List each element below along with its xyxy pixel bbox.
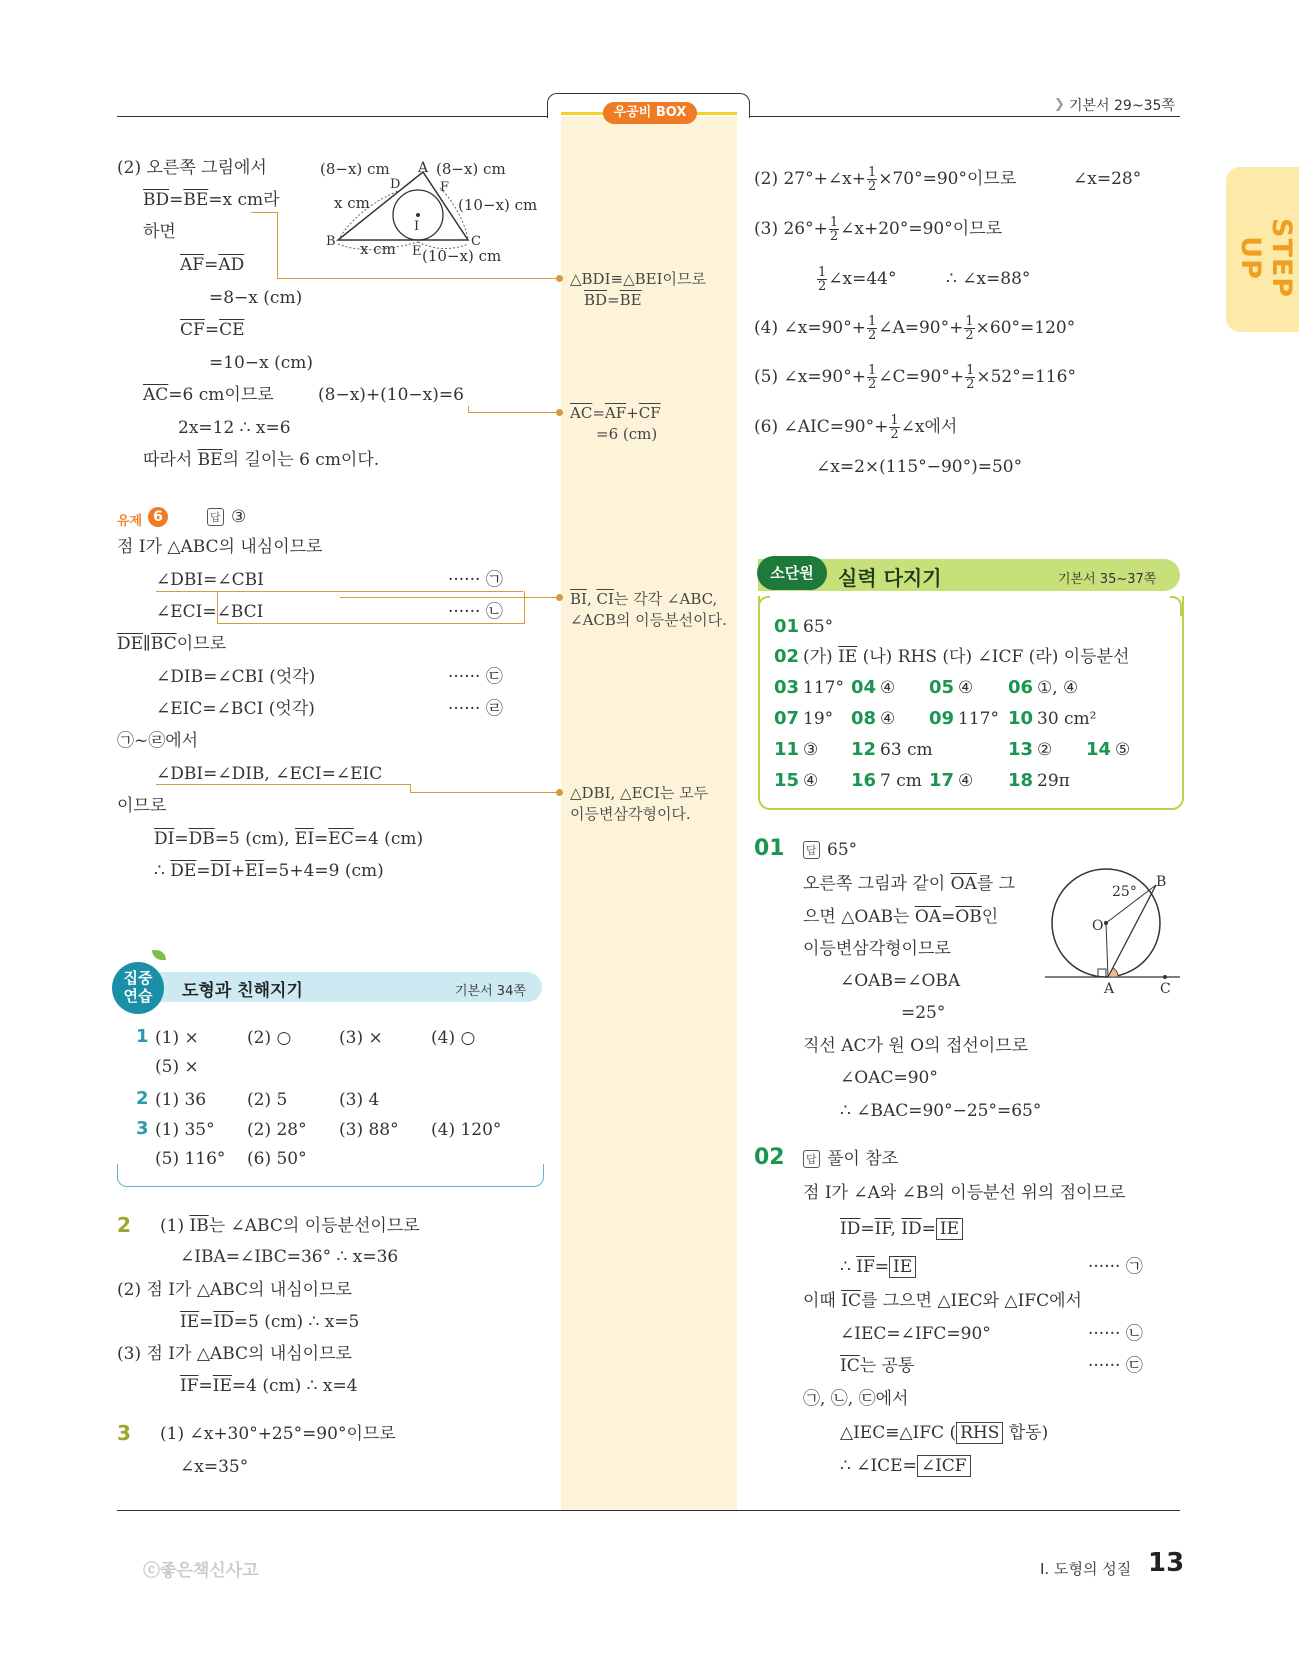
r3-line: (3) 26°+ $\frac{1}{2}$ ∠x+20°=90°이므로	[754, 215, 1003, 244]
footer-chapter: I. 도형의 성질	[1040, 1560, 1132, 1578]
svg-text:C: C	[1160, 981, 1171, 997]
q02-l6: $\overline{IC}$는 공통	[840, 1356, 915, 1376]
q01-l6: 직선 AC가 원 O의 접선이므로	[803, 1036, 1029, 1056]
q01-l5: =25°	[901, 1003, 946, 1023]
skill-n16: 16	[851, 770, 877, 791]
skill-a02: (가) $\overline{IE}$ (나) RHS (다) ∠ICF (라) 이등분선	[803, 647, 1130, 667]
skill-n09: 09	[929, 708, 955, 729]
leaf-icon	[152, 950, 166, 960]
footer-copyright: ⓒ좋은책신사고	[143, 1561, 259, 1581]
q01-answer: 65°	[827, 840, 858, 860]
connector-dot-4	[556, 789, 563, 796]
r6-line: (6) ∠AIC=90°+ $\frac{1}{2}$ ∠x에서	[754, 413, 958, 442]
yuje-l6: ∠EIC=∠BCI (엇각)	[156, 699, 315, 719]
skill-a10: 30 cm²	[1037, 709, 1097, 729]
q02-num: 02	[754, 1145, 785, 1170]
q02-m3: ······ ㉢	[1088, 1356, 1143, 1376]
yuje-l9: 이므로	[117, 796, 167, 816]
q02-l7: ㉠, ㉡, ㉢에서	[803, 1389, 909, 1409]
q02-m2: ······ ㉡	[1088, 1324, 1143, 1344]
svg-text:F: F	[440, 180, 450, 195]
skill-n10: 10	[1008, 708, 1034, 729]
practice-r2-c: (3) 4	[339, 1090, 380, 1110]
practice-title: 도형과 친해지기	[182, 981, 303, 1001]
svg-text:x cm: x cm	[360, 240, 396, 258]
svg-text:A: A	[418, 160, 429, 176]
r2-result: ∠x=28°	[1073, 169, 1142, 189]
practice-r3-f: (6) 50°	[247, 1149, 307, 1169]
s2-l6: $\overline{IF}=\overline{IE}=4$ (cm) ∴ x=4	[180, 1376, 358, 1396]
s3-l2: ∠x=35°	[180, 1457, 249, 1477]
r2-line: (2) 27°+∠x+ $\frac{1}{2}$ ×70°=90°이므로	[754, 165, 1017, 194]
p2-line8-eq: (8−x)+(10−x)=6	[318, 385, 464, 405]
q02-l2: $\overline{ID}=\overline{IF}$, $\overline{ID}= \overline{IE}$	[840, 1218, 963, 1240]
skill-title: 실력 다지기	[838, 566, 942, 590]
yuje-m2: ······ ㉡	[448, 602, 503, 622]
skill-a09: 117°	[958, 709, 999, 729]
p2-line7: =10−x (cm)	[209, 353, 314, 373]
yuje-answer: ③	[231, 507, 247, 527]
practice-r3-num: 3	[136, 1118, 149, 1139]
skill-a15: ④	[803, 771, 819, 791]
p2-line8: $\overline{AC}=6$ cm이므로	[143, 385, 274, 405]
practice-r1-e: (5) ×	[155, 1057, 199, 1077]
p2-line6: $\overline{CF}=\overline{CE}$	[180, 320, 245, 340]
q01-l4: ∠OAB=∠OBA	[840, 971, 961, 991]
practice-r1-b: (2) ○	[247, 1028, 292, 1048]
connector-4	[156, 784, 410, 785]
skill-a05: ④	[958, 678, 974, 698]
right-angle-mark	[1098, 969, 1106, 977]
s2-l4: $\overline{IE}=\overline{ID}=5$ (cm) ∴ x=5	[180, 1312, 360, 1332]
svg-text:(8−x) cm: (8−x) cm	[320, 160, 390, 178]
connector-1b	[277, 278, 560, 279]
practice-r2-a: (1) 36	[155, 1090, 207, 1110]
practice-r1-num: 1	[136, 1026, 149, 1047]
incircle-figure	[318, 158, 558, 266]
practice-ref: 기본서 34쪽	[455, 984, 526, 999]
p2-line4: $\overline{AF}=\overline{AD}$	[180, 255, 245, 275]
r6b-line: ∠x=2×(115°−90°)=50°	[816, 457, 1023, 477]
angle-bac-mark	[1108, 968, 1118, 977]
practice-r1-d: (4) ○	[431, 1028, 476, 1048]
q02-l5: ∠IEC=∠IFC=90°	[840, 1324, 991, 1344]
connector-2	[468, 406, 561, 413]
connector-3b	[217, 591, 525, 624]
yuje-m3: ······ ㉢	[448, 667, 503, 687]
page-number: 13	[1148, 1548, 1185, 1578]
practice-r3-c: (3) 88°	[339, 1120, 399, 1140]
box-label: 우공비 BOX	[603, 102, 697, 124]
skill-n02: 02	[774, 646, 800, 667]
connector-dot-3	[556, 594, 563, 601]
svg-text:(8−x) cm: (8−x) cm	[436, 160, 506, 178]
yuje-l8: ∠DBI=∠DIB, ∠ECI=∠EIC	[156, 764, 383, 784]
skill-n05: 05	[929, 677, 955, 698]
practice-r3-b: (2) 28°	[247, 1120, 307, 1140]
skill-n17: 17	[929, 770, 955, 791]
yuje-m1: ······ ㉠	[448, 570, 503, 590]
yuje-l4: $\overline{DE}\parallel\overline{BC}$이므로	[117, 634, 227, 654]
practice-box-bottom	[117, 1164, 544, 1187]
q01-num: 01	[754, 836, 785, 861]
skill-a03: 117°	[803, 678, 844, 698]
practice-r3-a: (1) 35°	[155, 1120, 215, 1140]
yuje-l7: ㉠~㉣에서	[117, 731, 199, 751]
yuje-tag: 유제	[117, 514, 143, 529]
q02-l3: ∴ $\overline{IF}= \overline{IE}$	[840, 1256, 916, 1278]
s2-num: 2	[117, 1213, 131, 1237]
skill-a14: ⑤	[1115, 740, 1131, 760]
skill-n06: 06	[1008, 677, 1034, 698]
svg-text:A: A	[1104, 981, 1115, 997]
connector-3c	[340, 597, 560, 598]
s2-l2: ∠IBA=∠IBC=36° ∴ x=36	[180, 1247, 399, 1267]
skill-ref: 기본서 35~37쪽	[1058, 572, 1157, 587]
p2-line10: 따라서 $\overline{BE}$의 길이는 6 cm이다.	[143, 450, 380, 470]
skill-a16: 7 cm	[880, 771, 922, 791]
s2-l5: (3) 점 I가 △ABC의 내심이므로	[117, 1344, 352, 1364]
q01-answer-mark-icon: 답	[803, 841, 820, 859]
yuje-l3: ∠ECI=∠BCI	[156, 602, 264, 622]
practice-r3-d: (4) 120°	[431, 1120, 502, 1140]
practice-r1-a: (1) ×	[155, 1028, 199, 1048]
skill-badge: 소단원	[757, 556, 827, 590]
skill-n07: 07	[774, 708, 800, 729]
yuje-l2: ∠DBI=∠CBI	[156, 570, 264, 590]
skill-a08: ④	[880, 709, 896, 729]
yuje-m4: ······ ㉣	[448, 699, 503, 719]
svg-text:B: B	[326, 234, 336, 249]
q02-answer: 풀이 참조	[827, 1149, 899, 1169]
yuje-l10: $\overline{DI}=\overline{DB}=5$ (cm), $\overline{EI}=\overline{EC}=4$ (cm)	[154, 829, 424, 849]
skill-n13: 13	[1008, 739, 1034, 760]
side-tab-label: STEP UP	[1235, 218, 1297, 299]
q02-l9: ∴ ∠ICE= ∠ICF	[840, 1455, 971, 1477]
answer-mark-icon: 답	[207, 508, 224, 526]
p2-line3: 하면	[143, 222, 176, 242]
skill-n03: 03	[774, 677, 800, 698]
skill-a13: ②	[1037, 740, 1053, 760]
svg-text:E: E	[412, 244, 422, 259]
q01-l2: 으면 △OAB는 $\overline{OA}=\overline{OB}$인	[803, 907, 999, 927]
q02-l1: 점 I가 ∠A와 ∠B의 이등분선 위의 점이므로	[803, 1183, 1126, 1203]
skill-box-top-left	[758, 596, 770, 616]
q01-l7: ∠OAC=90°	[840, 1068, 938, 1088]
q01-l8: ∴ ∠BAC=90°−25°=65°	[840, 1101, 1042, 1121]
p2-line9: 2x=12 ∴ x=6	[178, 418, 291, 438]
chevron-right-icon: ❯	[1054, 97, 1065, 112]
skill-n08: 08	[851, 708, 877, 729]
svg-text:x cm: x cm	[334, 194, 370, 212]
footer-rule	[117, 1510, 1180, 1511]
skill-a12: 63 cm	[880, 740, 933, 760]
skill-n18: 18	[1008, 770, 1034, 791]
q01-l1: 오른쪽 그림과 같이 $\overline{OA}$를 그	[803, 874, 1016, 894]
skill-n15: 15	[774, 770, 800, 791]
r3b-result: ∴ ∠x=88°	[946, 269, 1031, 289]
s2-l1: (1) $\overline{IB}$는 ∠ABC의 이등분선이므로	[160, 1216, 420, 1236]
skill-n04: 04	[851, 677, 877, 698]
header-rule-right	[748, 116, 1180, 117]
skill-n14: 14	[1086, 739, 1112, 760]
skill-a11: ③	[803, 740, 819, 760]
connector-dot-2	[556, 409, 563, 416]
practice-r3-e: (5) 116°	[155, 1149, 226, 1169]
skill-a04: ④	[880, 678, 896, 698]
q01-l3: 이등변삼각형이므로	[803, 939, 951, 959]
yuje-l5: ∠DIB=∠CBI (엇각)	[156, 667, 316, 687]
skill-a01: 65°	[803, 617, 834, 637]
skill-a17: ④	[958, 771, 974, 791]
note-4: △DBI, △ECI는 모두 이등변삼각형이다.	[570, 784, 709, 823]
q02-l8: △IEC≡△IFC ( RHS 합동)	[840, 1423, 1049, 1443]
yuje-l1: 점 I가 △ABC의 내심이므로	[117, 537, 323, 557]
practice-r1-c: (3) ×	[339, 1028, 383, 1048]
note-1: △BDI≡△BEI이므로 $\overline{BD}=\overline{BE}$	[570, 270, 706, 309]
practice-badge: 집중 연습	[112, 962, 164, 1014]
header-rule-left	[117, 116, 547, 117]
r4-line: (4) ∠x=90°+ $\frac{1}{2}$ ∠A=90°+ $\frac{1}{2}$ ×60°=120°	[754, 314, 1076, 343]
note-2: $\overline{AC}=\overline{AF}+\overline{CF}$ =6 (cm)	[570, 404, 661, 443]
yuje-number: 6	[148, 507, 168, 527]
connector-1	[251, 212, 278, 279]
skill-a18: 29π	[1037, 771, 1070, 791]
s2-l3: (2) 점 I가 △ABC의 내심이므로	[117, 1280, 352, 1300]
skill-n12: 12	[851, 739, 877, 760]
skill-n11: 11	[774, 739, 800, 760]
yuje-l11: ∴ $\overline{DE}=\overline{DI}+\overline{EI}=5+4=9$ (cm)	[154, 861, 384, 881]
p2-line1: (2) 오른쪽 그림에서	[117, 158, 267, 178]
skill-a07: 19°	[803, 709, 834, 729]
svg-text:D: D	[390, 177, 401, 192]
r5-line: (5) ∠x=90°+ $\frac{1}{2}$ ∠C=90°+ $\frac{1}{2}$ ×52°=116°	[754, 363, 1076, 392]
header-ref: 기본서 29~35쪽	[1069, 98, 1175, 114]
svg-text:I: I	[414, 219, 420, 234]
p2-line2: $\overline{BD}=\overline{BE}=x$ cm라	[143, 190, 280, 210]
q02-l4: 이때 $\overline{IC}$를 그으면 △IEC와 △IFC에서	[803, 1291, 1082, 1311]
svg-text:C: C	[471, 234, 481, 249]
incenter-point	[416, 213, 420, 217]
practice-r2-num: 2	[136, 1088, 149, 1109]
practice-r2-b: (2) 5	[247, 1090, 288, 1110]
r3b-line: $\frac{1}{2}$ ∠x=44°	[818, 265, 897, 294]
note-3: $\overline{BI}$, $\overline{CI}$는 각각 ∠ABC, ∠ACB의 이등분선이다.	[570, 590, 727, 629]
svg-text:25°: 25°	[1112, 884, 1137, 900]
svg-text:O: O	[1092, 918, 1104, 934]
q02-m1: ······ ㉠	[1088, 1257, 1143, 1277]
skill-n01: 01	[774, 616, 800, 637]
svg-text:B: B	[1156, 874, 1167, 890]
tangent-circle-figure	[1040, 868, 1190, 998]
connector-dot-1	[556, 275, 563, 282]
q02-answer-mark-icon: 답	[803, 1150, 820, 1168]
skill-a06: ①, ④	[1037, 678, 1079, 698]
p2-line5: =8−x (cm)	[209, 288, 303, 308]
s3-num: 3	[117, 1421, 131, 1445]
svg-text:(10−x) cm: (10−x) cm	[422, 247, 502, 265]
s3-l1: (1) ∠x+30°+25°=90°이므로	[160, 1424, 396, 1444]
connector-4b	[410, 784, 561, 793]
svg-text:(10−x) cm: (10−x) cm	[458, 196, 538, 214]
